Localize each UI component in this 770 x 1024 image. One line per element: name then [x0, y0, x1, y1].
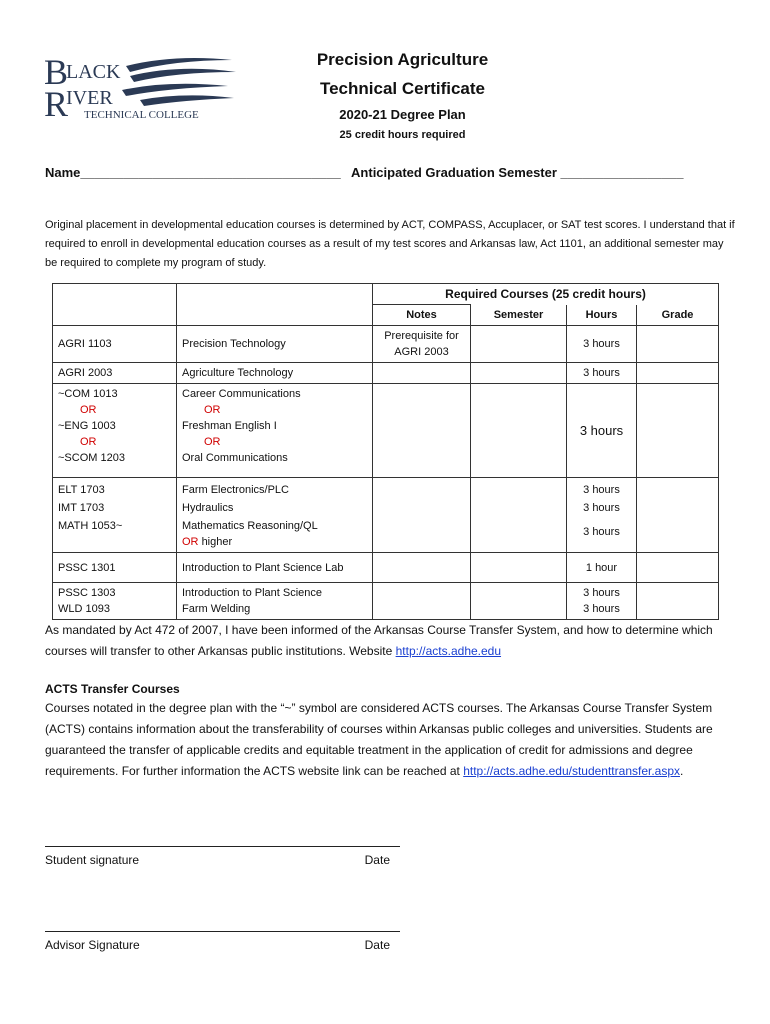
- grade-cell[interactable]: [637, 363, 719, 384]
- semester-cell[interactable]: [471, 583, 567, 620]
- grade-cell[interactable]: [637, 384, 719, 478]
- course-title: Introduction to Plant Science Lab: [177, 553, 373, 583]
- column-hours: Hours: [567, 305, 637, 326]
- page-title-line2: Technical Certificate: [319, 79, 486, 98]
- course-code: IMT 1703: [58, 502, 105, 514]
- course-code: AGRI 2003: [53, 363, 177, 384]
- math-higher: higher: [201, 536, 233, 548]
- logo-initial-r: R: [44, 84, 69, 124]
- semester-cell[interactable]: [471, 326, 567, 363]
- course-title: Oral Communications: [182, 452, 288, 464]
- logo-word-river: IVER: [66, 87, 113, 109]
- degree-plan-year: 2020-21 Degree Plan: [339, 107, 466, 122]
- course-title: Introduction to Plant Science: [182, 587, 323, 599]
- course-code: WLD 1093: [58, 603, 110, 615]
- semester-cell[interactable]: [471, 553, 567, 583]
- course-hours: 1 hour: [567, 553, 637, 583]
- course-hours: 3 hours: [567, 326, 637, 363]
- course-title: Agriculture Technology: [177, 363, 373, 384]
- acts-website-link[interactable]: http://acts.adhe.edu: [395, 644, 502, 658]
- table-row: [53, 326, 719, 363]
- logo-word-technical-college: TECHNICAL COLLEGE: [84, 109, 199, 121]
- student-signature-block[interactable]: [45, 846, 400, 867]
- column-notes: Notes: [373, 305, 471, 326]
- course-code: ELT 1703: [58, 484, 105, 496]
- acts-text: Courses notated in the degree plan with the “~” symbol are considered ACTS courses. The Arkansas Course Transfer System (ACTS) contains information about the transferability of courses within Arkansas public colleges and universities. Students are guaranteed the transfer of applicable credits and equitable treatment in the application of credit for admissions and degree requirements. For further information the ACTS website link can be reached at: [45, 701, 713, 778]
- table-row: [53, 583, 719, 620]
- required-courses-table: [52, 283, 719, 620]
- course-title: Freshman English I: [182, 420, 277, 432]
- student-signature-label: Student signature: [45, 853, 140, 867]
- grade-cell[interactable]: [637, 583, 719, 620]
- acts-paragraph: [45, 698, 735, 782]
- semester-cell[interactable]: [471, 363, 567, 384]
- advisor-signature-label: Advisor Signature: [45, 938, 140, 952]
- course-code: PSSC 1301: [53, 553, 177, 583]
- course-notes: [373, 553, 471, 583]
- act-472-statement: [45, 620, 735, 662]
- semester-cell[interactable]: [471, 384, 567, 478]
- date-label: Date: [364, 938, 390, 952]
- course-hours-group: [567, 478, 637, 553]
- column-semester: Semester: [471, 305, 567, 326]
- course-hours: 3 hours: [583, 484, 620, 496]
- course-title: Farm Welding: [182, 603, 251, 615]
- course-hours-group: [567, 583, 637, 620]
- logo-word-black: LACK: [66, 61, 121, 83]
- course-code-group: [53, 583, 177, 620]
- signature-line[interactable]: [45, 931, 400, 932]
- table-row: [53, 363, 719, 384]
- grade-cell[interactable]: [637, 326, 719, 363]
- grade-cell[interactable]: [637, 478, 719, 553]
- semester-cell[interactable]: [471, 478, 567, 553]
- or-label: OR: [182, 536, 199, 548]
- or-label: OR: [80, 404, 97, 416]
- logo-initial-b: B: [44, 52, 69, 92]
- course-code: PSSC 1303: [58, 587, 116, 599]
- column-grade: Grade: [637, 305, 719, 326]
- course-hours: 3 hours: [583, 502, 620, 514]
- page-title-line1: Precision Agriculture: [316, 50, 489, 69]
- course-hours: 3 hours: [567, 384, 637, 478]
- course-title: Career Communications: [182, 388, 301, 400]
- course-title: Farm Electronics/PLC: [182, 484, 289, 496]
- course-title-options: [177, 384, 373, 478]
- date-label: Date: [364, 853, 390, 867]
- course-notes: [373, 478, 471, 553]
- college-logo: [44, 50, 244, 124]
- course-code: ~ENG 1003: [58, 420, 116, 432]
- logo-swoosh-icon: [122, 58, 236, 106]
- or-label: OR: [80, 436, 97, 448]
- table-row: [53, 553, 719, 583]
- or-label: OR: [204, 404, 221, 416]
- acts-heading: ACTS Transfer Courses: [45, 682, 180, 696]
- course-hours: 3 hours: [583, 587, 620, 599]
- credit-hours-required: 25 credit hours required: [339, 129, 466, 141]
- course-title: Mathematics Reasoning/QL: [182, 520, 318, 532]
- acts-transfer-link[interactable]: http://acts.adhe.edu/studenttransfer.aspx: [463, 764, 681, 778]
- course-code: MATH 1053~: [58, 520, 123, 532]
- grade-cell[interactable]: [637, 553, 719, 583]
- course-hours: 3 hours: [567, 363, 637, 384]
- signature-line[interactable]: [45, 846, 400, 847]
- advisor-signature-block[interactable]: [45, 931, 400, 952]
- course-code: ~SCOM 1203: [58, 452, 125, 464]
- course-code-group: [53, 478, 177, 553]
- course-code: AGRI 1103: [53, 326, 177, 363]
- course-hours: 3 hours: [583, 603, 620, 615]
- course-notes: [373, 363, 471, 384]
- acts-trailing-period: .: [680, 764, 684, 778]
- name-graduation-line[interactable]: Name____________________________________ Anticipated Graduation Semester _________________: [45, 165, 684, 180]
- table-heading: Required Courses (25 credit hours): [373, 284, 719, 305]
- course-title-group: [177, 583, 373, 620]
- or-label: OR: [204, 436, 221, 448]
- course-code-options: [53, 384, 177, 478]
- course-notes: Prerequisite for AGRI 2003: [373, 326, 471, 363]
- course-hours: 3 hours: [583, 526, 620, 538]
- course-notes: [373, 583, 471, 620]
- course-title: Precision Technology: [177, 326, 373, 363]
- course-code: ~COM 1013: [58, 388, 118, 400]
- table-row: [53, 384, 719, 478]
- mandate-text: As mandated by Act 472 of 2007, I have been informed of the Arkansas Course Transfer System, and how to determine which courses will transfer to other Arkansas public institutions. Website: [45, 623, 713, 658]
- course-title-group: [177, 478, 373, 553]
- course-notes: [373, 384, 471, 478]
- course-title: Hydraulics: [182, 502, 234, 514]
- table-row: [53, 478, 719, 553]
- placement-statement: Original placement in developmental education courses is determined by ACT, COMPASS, Accuplacer, or SAT test scores. I understand that if required to enroll in developmental education courses as a result of my test scores and Arkansas law, Act 1101, an additional semester may be required to complete my program of study.: [45, 219, 735, 269]
